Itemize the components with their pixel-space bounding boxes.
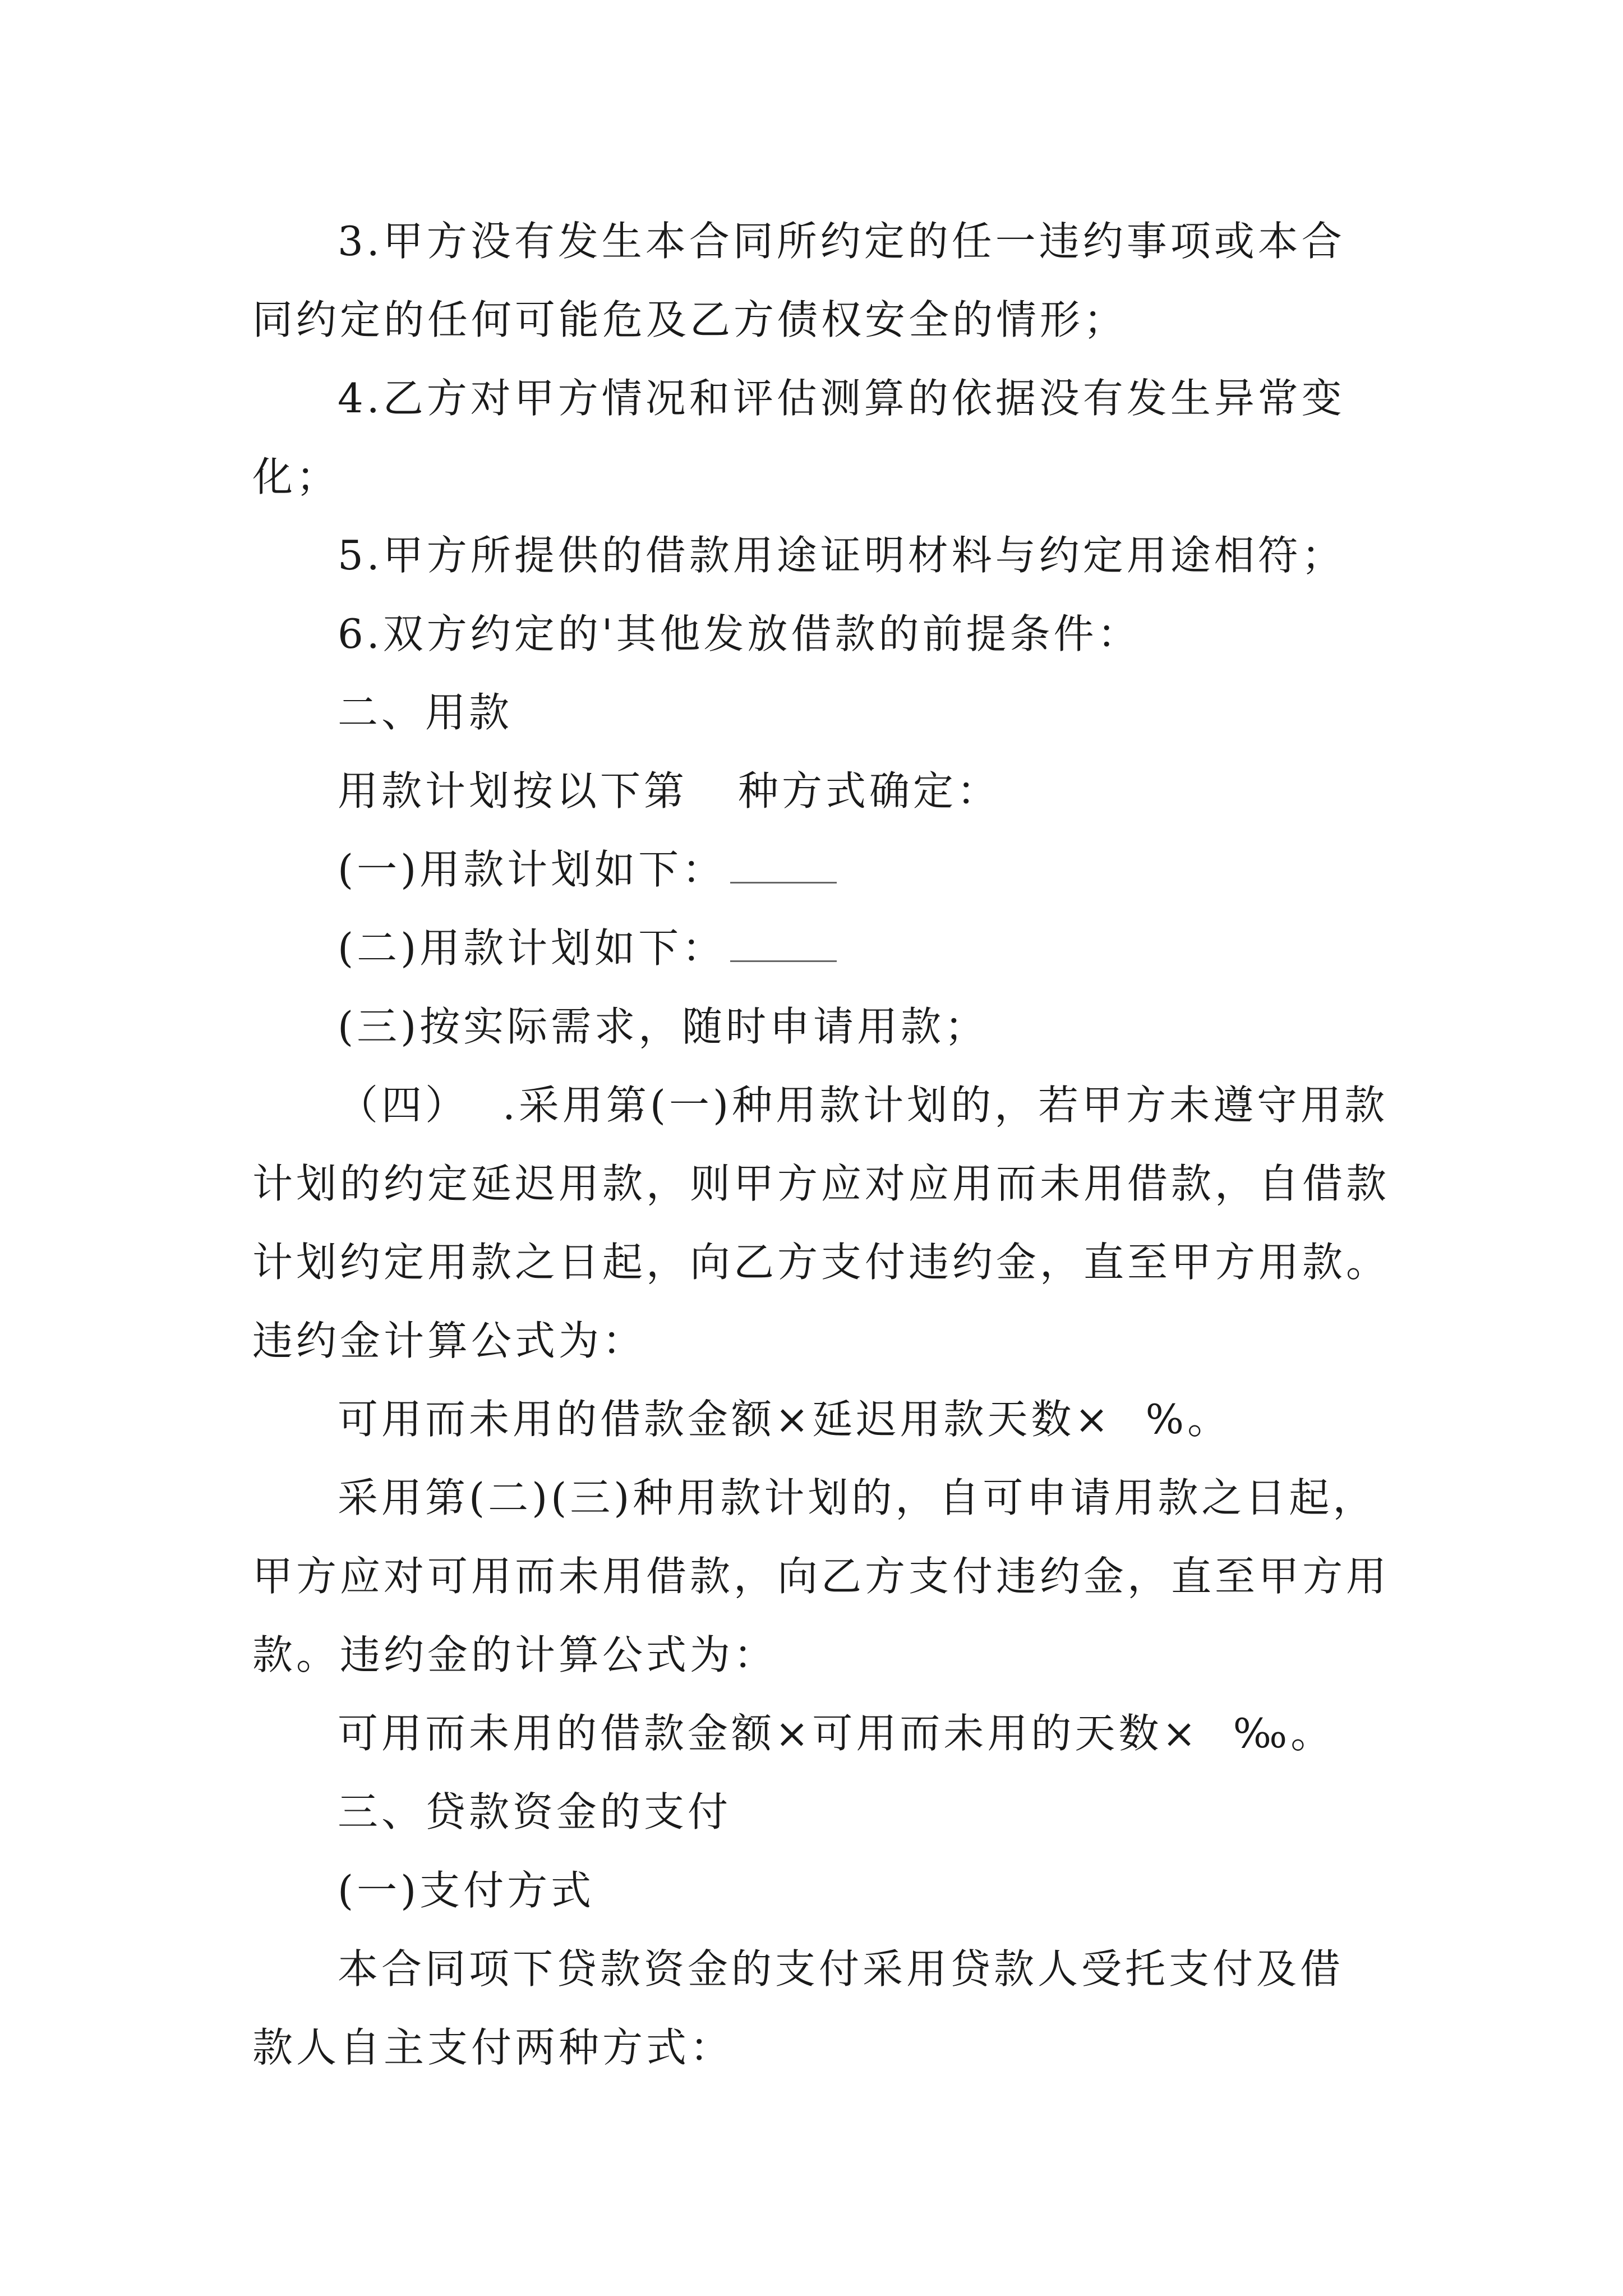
paragraph-line: 同约定的任何可能危及乙方债权安全的情形； [252,296,1128,343]
paragraph-line: 本合同项下贷款资金的支付采用贷款人受托支付及借 [338,1945,1344,1993]
paragraph-line [252,909,1402,987]
text-segment: (二)用款计划如下： [338,924,726,972]
text-segment: 种方式确定： [738,767,1001,815]
paragraph-line: 3.甲方没有发生本合同所约定的任一违约事项或本合 [338,218,1345,265]
formula-line [252,1380,1402,1458]
paragraph-line [252,1066,1402,1144]
text-segment: .采用第(一)种用款计划的，若甲方未遵守用款 [502,1082,1389,1129]
paragraph-line: 计划约定用款之日起，向乙方支付违约金，直至甲方用款。 [252,1239,1390,1286]
subsection-heading: (一)支付方式 [338,1867,595,1914]
section-heading: 二、用款 [338,689,513,736]
paragraph-line: 5.甲方所提供的借款用途证明材料与约定用途相符； [338,532,1345,579]
paragraph-line: 款。违约金的计算公式为： [252,1631,778,1678]
paragraph-line: 4.乙方对甲方情况和评估测算的依据没有发生异常变 [338,375,1345,422]
paragraph-line: 款人自主支付两种方式： [252,2024,734,2071]
paragraph-line: 化； [252,453,340,500]
paragraph-line [252,752,1402,830]
text-segment: 可用而未用的借款金额×延迟用款天数× [338,1396,1112,1443]
paragraph-line: 采用第(二)(三)种用款计划的，自可申请用款之日起， [338,1474,1377,1521]
paragraph-line: (三)按实际需求，随时申请用款； [338,1003,989,1050]
paragraph-line [252,830,1402,909]
paragraph-line: 6.双方约定的'其他发放借款的前提条件： [338,610,1141,657]
paragraph-line: 违约金计算公式为： [252,1317,647,1364]
section-heading: 三、贷款资金的支付 [338,1788,732,1835]
text-segment: 可用而未用的借款金额×可用而未用的天数× [338,1710,1200,1757]
text-segment: （四） [338,1082,469,1129]
text-segment: 用款计划按以下第 [338,767,688,815]
formula-line [252,1694,1402,1773]
paragraph-line: 甲方应对可用而未用借款，向乙方支付违约金，直至甲方用 [252,1553,1390,1600]
fill-in-blank [730,927,837,962]
text-segment: ‰。 [1233,1710,1335,1757]
text-segment: (一)用款计划如下： [338,846,726,893]
fill-in-blank [730,848,837,884]
document-body [252,202,1402,2087]
paragraph-line: 计划的约定延迟用款，则甲方应对应用而未用借款，自借款 [252,1160,1390,1207]
text-segment: %。 [1145,1396,1232,1443]
